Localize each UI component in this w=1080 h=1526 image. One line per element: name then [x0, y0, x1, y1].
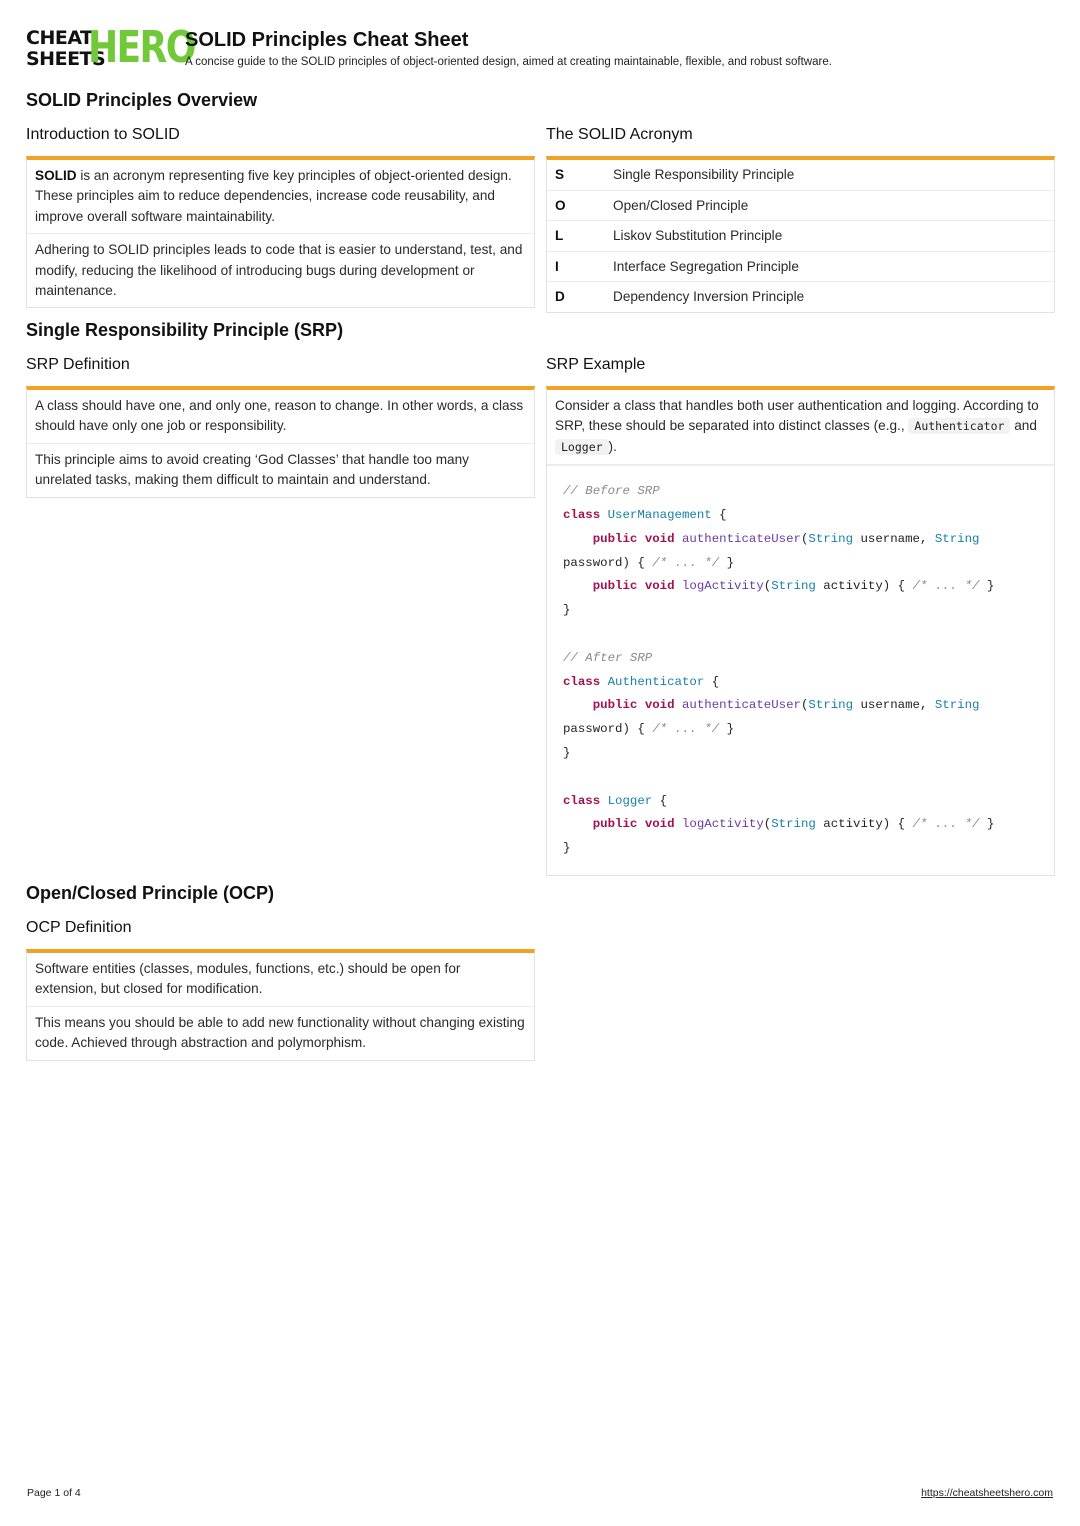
acronym-row — [547, 282, 1054, 312]
acronym-name: Dependency Inversion Principle — [613, 289, 805, 305]
code-line: class Logger { — [563, 793, 668, 808]
code-line: public void authenticateUser(String username, String — [592, 698, 980, 713]
intro-paragraph-1-text: is an acronym representing five key principles of object-oriented design. These principles aim to reduce dependencies, increase code reusability, and improve overall software maintainability. — [35, 168, 512, 224]
card-ocp-definition — [26, 949, 535, 1061]
code-line: class UserManagement { — [563, 508, 727, 523]
card-title-srp-definition: SRP Definition — [26, 356, 130, 373]
code-line — [563, 623, 1038, 647]
acronym-letter: D — [555, 289, 565, 305]
section-title-overview: SOLID Principles Overview — [26, 90, 258, 110]
intro-paragraph-2: Adhering to SOLID principles leads to code that is easier to understand, test, and modify, reducing the likelihood of introducing bugs during development or maintenance. — [35, 242, 523, 299]
srp-example-end: ). — [608, 438, 617, 454]
section-title-srp: Single Responsibility Principle (SRP) — [26, 320, 344, 340]
code-line: password) { /* ... */ } — [563, 722, 735, 737]
acronym-name: Open/Closed Principle — [613, 197, 749, 213]
code-line — [563, 766, 1038, 790]
card-title-srp-example: SRP Example — [546, 356, 646, 373]
card-srp-example — [546, 386, 1055, 876]
acronym-row — [547, 221, 1054, 252]
card-title-intro: Introduction to SOLID — [26, 126, 180, 143]
code-line: password) { /* ... */ } — [563, 555, 735, 570]
srp-code-block — [547, 465, 1054, 875]
code-line: // After SRP — [563, 650, 653, 665]
inline-code-authenticator: Authenticator — [908, 418, 1010, 434]
inline-code-logger: Logger — [555, 439, 609, 455]
srp-definition-paragraph-1: A class should have one, and only one, reason to change. In other words, a class should have only one job or responsibility. — [27, 390, 534, 444]
acronym-letter: L — [555, 228, 564, 244]
logo-hero: HERO — [88, 22, 195, 73]
acronym-letter: I — [555, 258, 559, 274]
card-title-ocp-definition: OCP Definition — [26, 919, 132, 936]
cheatsheetshero-logo[interactable] — [26, 22, 195, 73]
card-srp-definition — [26, 386, 535, 498]
acronym-name: Liskov Substitution Principle — [613, 228, 783, 244]
acronym-row — [547, 160, 1054, 191]
code-line: } — [563, 745, 571, 760]
page-header — [26, 22, 1056, 73]
acronym-name: Interface Segregation Principle — [613, 258, 799, 274]
logo-line-2: SHEETS — [26, 48, 106, 70]
page-number: Page 1 of 4 — [27, 1487, 81, 1499]
intro-paragraph-1 — [27, 160, 534, 234]
footer-link[interactable]: https://cheatsheetshero.com — [921, 1487, 1053, 1499]
page-subtitle: A concise guide to the SOLID principles of object-oriented design, aimed at creating maintainable, flexible, and robust software. — [185, 56, 832, 68]
acronym-name: Single Responsibility Principle — [613, 167, 795, 183]
srp-example-intro — [547, 390, 1054, 465]
srp-example-and: and — [1014, 418, 1037, 434]
acronym-letter: S — [555, 167, 565, 183]
code-line: public void logActivity(String activity) { /* ... */ } — [592, 817, 995, 832]
code-line: // Before SRP — [563, 484, 660, 499]
code-line: } — [563, 603, 571, 618]
solid-bold-term: SOLID — [35, 168, 77, 183]
page-title: SOLID Principles Cheat Sheet — [185, 29, 469, 51]
code-line: public void logActivity(String activity) { /* ... */ } — [592, 579, 995, 594]
card-acronym — [546, 156, 1055, 313]
code-line: } — [563, 841, 571, 856]
card-intro — [26, 156, 535, 308]
acronym-row — [547, 252, 1054, 283]
section-title-ocp: Open/Closed Principle (OCP) — [26, 883, 275, 903]
srp-example-intro-text: Consider a class that handles both user authentication and logging. According to SRP, these should be separated into distinct classes (e.g., — [555, 398, 1039, 434]
srp-definition-paragraph-2: This principle aims to avoid creating ‘God Classes’ that handle too many unrelated tasks, making them difficult to maintain and understand. — [35, 451, 469, 488]
ocp-definition-paragraph-2: This means you should be able to add new functionality without changing existing code. Achieved through abstraction and polymorphism. — [35, 1014, 525, 1051]
card-title-acronym: The SOLID Acronym — [546, 126, 693, 143]
acronym-row — [547, 191, 1054, 222]
code-line: public void authenticateUser(String username, String — [592, 531, 980, 546]
code-line: class Authenticator { — [563, 674, 720, 689]
acronym-letter: O — [555, 197, 566, 213]
logo-line-1: CHEAT — [26, 27, 93, 49]
ocp-definition-paragraph-1: Software entities (classes, modules, functions, etc.) should be open for extension, but closed for modification. — [27, 953, 534, 1007]
